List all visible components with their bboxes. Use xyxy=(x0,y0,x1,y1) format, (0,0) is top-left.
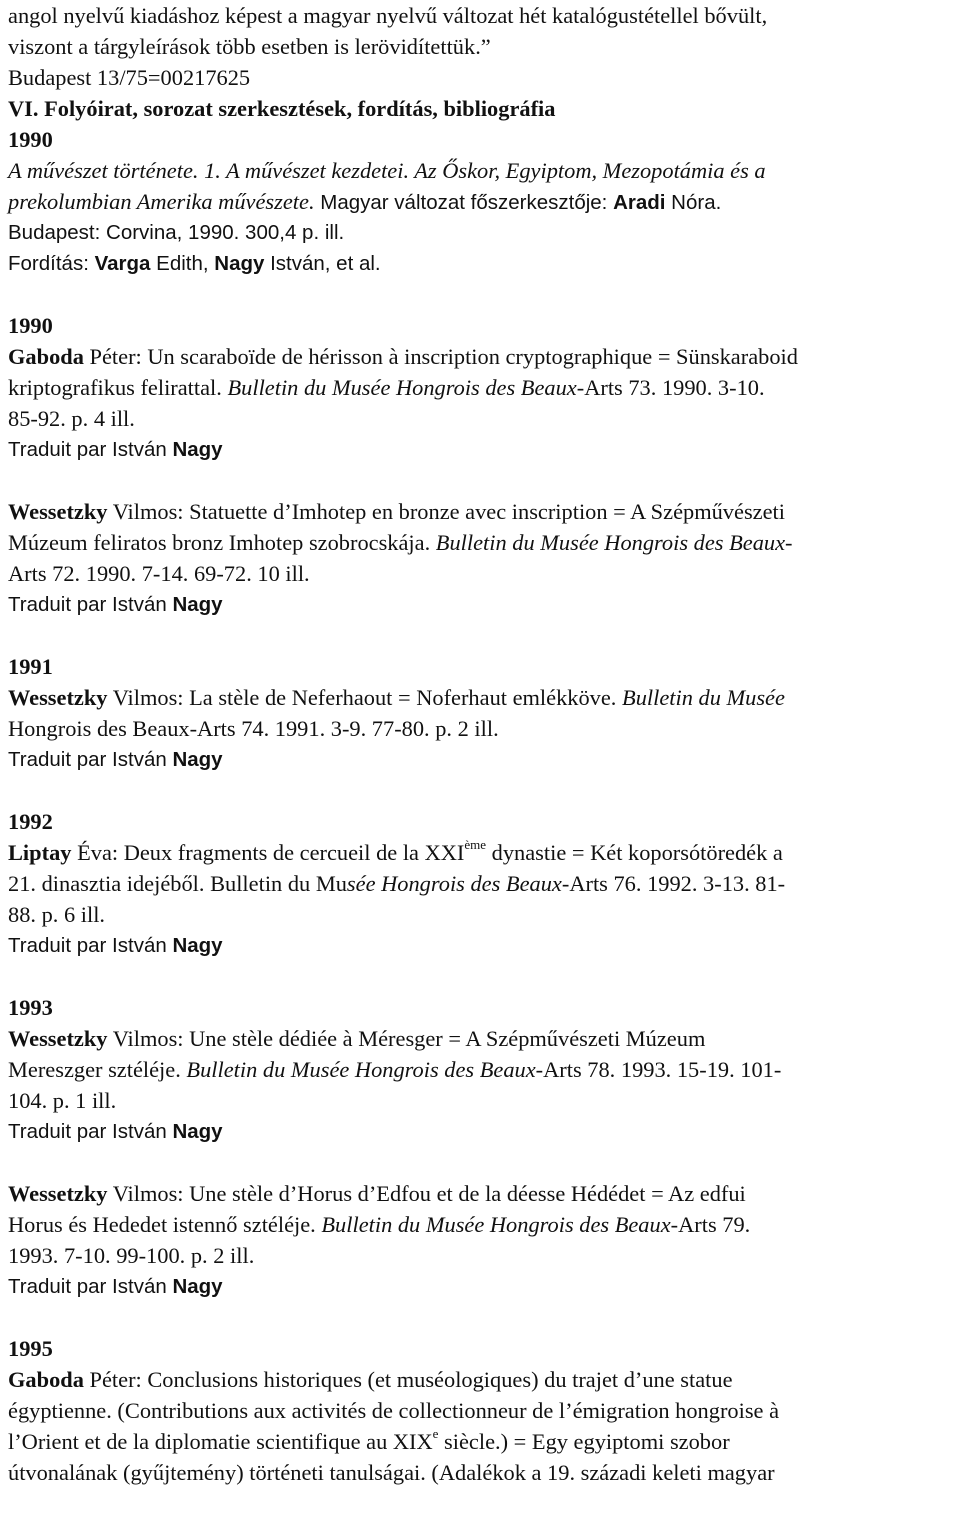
translator-surname: Varga xyxy=(94,252,151,275)
entry-line: 88. p. 6 ill. xyxy=(8,902,106,927)
entry-line xyxy=(8,682,956,713)
year-heading: 1995 xyxy=(8,1336,53,1361)
entry-line xyxy=(8,186,956,217)
entry-line xyxy=(8,527,956,558)
translation-label: Traduit par István xyxy=(8,934,173,957)
translation-label: Fordítás: xyxy=(8,252,95,275)
translation-credit xyxy=(8,1116,956,1147)
superscript: e xyxy=(432,1425,439,1441)
editor-firstname: Nóra. xyxy=(665,191,722,214)
entry-text: Vilmos: Une stèle dédiée à Méresger = A Szépművészeti Múzeum xyxy=(107,1026,706,1051)
entry-text: -Arts 78. 1993. 15-19. 101- xyxy=(535,1057,782,1082)
call-number: Budapest 13/75=00217625 xyxy=(8,65,251,90)
superscript: ème xyxy=(464,836,487,852)
entry-text: - xyxy=(785,530,793,555)
translation-label: Traduit par István xyxy=(8,1275,173,1298)
entry-text: dynastie = Két koporsótöredék a xyxy=(486,840,783,865)
entry-text: kriptografikus felirattal. xyxy=(8,375,228,400)
entry-line: Hongrois des Beaux-Arts 74. 1991. 3-9. 77-80. p. 2 ill. xyxy=(8,716,499,741)
year-heading: 1990 xyxy=(8,127,53,152)
translation-credit xyxy=(8,1271,956,1302)
author-surname: Wessetzky xyxy=(8,499,108,524)
entry-line xyxy=(8,1054,956,1085)
author-surname: Wessetzky xyxy=(8,1181,108,1206)
entry-text: Horus és Hededet istennő sztéléje. xyxy=(8,1212,322,1237)
entry-text: Múzeum feliratos bronz Imhotep szobrocskája. xyxy=(8,530,436,555)
spacer xyxy=(8,1302,956,1333)
translator-surname: Nagy xyxy=(172,1120,223,1143)
entry-line xyxy=(8,372,956,403)
entry-text: Vilmos: Statuette d’Imhotep en bronze avec inscription = A Szépművészeti xyxy=(107,499,785,524)
year-heading: 1990 xyxy=(8,313,53,338)
translator-surname: Nagy xyxy=(172,934,223,957)
translation-credit xyxy=(8,434,956,465)
entry-line xyxy=(8,496,956,527)
translation-credit xyxy=(8,930,956,961)
year-heading: 1992 xyxy=(8,809,53,834)
editor-surname: Aradi xyxy=(613,191,666,214)
translation-credit xyxy=(8,248,956,279)
entry-text: -Arts 73. 1990. 3-10. xyxy=(576,375,765,400)
entry-line: 85-92. p. 4 ill. xyxy=(8,406,135,431)
entry-line: Arts 72. 1990. 7-14. 69-72. 10 ill. xyxy=(8,561,310,586)
author-surname: Gaboda xyxy=(8,344,84,369)
translator-name: Edith, xyxy=(150,252,215,275)
journal-title: Bulletin du Musée Hongrois des Beaux xyxy=(186,1057,536,1082)
author-surname: Wessetzky xyxy=(8,1026,108,1051)
editor-label: Magyar változat főszerkesztője: xyxy=(314,191,614,214)
section-title: VI. Folyóirat, sorozat szerkesztések, fordítás, bibliográfia xyxy=(8,96,556,121)
entry-text: -Arts 79. xyxy=(670,1212,751,1237)
entry-line xyxy=(8,1178,956,1209)
translation-label: Traduit par István xyxy=(8,438,173,461)
translator-name: István, et al. xyxy=(264,252,381,275)
entry-title: prekolumbian Amerika művészete. xyxy=(8,189,315,214)
translation-label: Traduit par István xyxy=(8,748,173,771)
intro-line: viszont a tárgyleírások több esetben is lerövidítettük.” xyxy=(8,34,491,59)
entry-text: Mereszger sztéléje. xyxy=(8,1057,187,1082)
spacer xyxy=(8,465,956,496)
translation-credit xyxy=(8,589,956,620)
entry-line: 1993. 7-10. 99-100. p. 2 ill. xyxy=(8,1243,255,1268)
entry-line xyxy=(8,1426,956,1457)
spacer xyxy=(8,961,956,992)
translator-surname: Nagy xyxy=(214,252,265,275)
spacer xyxy=(8,1147,956,1178)
spacer xyxy=(8,279,956,310)
entry-title: A művészet története. 1. A művészet kezdetei. Az Őskor, Egyiptom, Mezopotámia és a xyxy=(8,158,766,183)
entry-text: Éva: Deux fragments de cercueil de la XXI xyxy=(71,840,465,865)
entry-line: 104. p. 1 ill. xyxy=(8,1088,117,1113)
author-surname: Wessetzky xyxy=(8,685,108,710)
year-heading: 1993 xyxy=(8,995,53,1020)
spacer xyxy=(8,620,956,651)
year-heading: 1991 xyxy=(8,654,53,679)
journal-title: Bulletin du Musée xyxy=(622,685,785,710)
entry-line xyxy=(8,1209,956,1240)
translation-label: Traduit par István xyxy=(8,593,173,616)
translation-credit xyxy=(8,744,956,775)
entry-text: l’Orient et de la diplomatie scientifique au XIX xyxy=(8,1429,433,1454)
entry-text: -Arts 76. 1992. 3-13. 81- xyxy=(561,871,786,896)
journal-title: Bulletin du Musée Hongrois des Beaux xyxy=(435,530,786,555)
entry-line xyxy=(8,837,956,868)
entry-line xyxy=(8,1364,956,1395)
translator-surname: Nagy xyxy=(172,1275,223,1298)
translation-label: Traduit par István xyxy=(8,1120,173,1143)
intro-line: angol nyelvű kiadáshoz képest a magyar nyelvű változat hét katalógustétellel bővült, xyxy=(8,3,768,28)
entry-text: Vilmos: La stèle de Neferhaout = Noferhaut emlékköve. xyxy=(107,685,623,710)
entry-line xyxy=(8,1023,956,1054)
journal-title: Bulletin du Musée Hongrois des Beaux xyxy=(321,1212,671,1237)
publication-info: Budapest: Corvina, 1990. 300,4 p. ill. xyxy=(8,221,345,244)
entry-line xyxy=(8,341,956,372)
entry-text: Vilmos: Une stèle d’Horus d’Edfou et de la déesse Hédédet = Az edfui xyxy=(107,1181,746,1206)
entry-text: 21. dinasztia idejéből. Bulletin du Mu xyxy=(8,871,347,896)
entry-text: Péter: Conclusions historiques (et muséologiques) du trajet d’une statue xyxy=(83,1367,733,1392)
author-surname: Gaboda xyxy=(8,1367,84,1392)
translator-surname: Nagy xyxy=(172,593,223,616)
document-page xyxy=(8,0,956,1488)
translator-surname: Nagy xyxy=(172,748,223,771)
spacer xyxy=(8,775,956,806)
translator-surname: Nagy xyxy=(172,438,223,461)
entry-text: siècle.) = Egy egyiptomi szobor xyxy=(438,1429,730,1454)
journal-title: sée Hongrois des Beaux xyxy=(346,871,562,896)
journal-title: Bulletin du Musée Hongrois des Beaux xyxy=(227,375,577,400)
entry-text: Péter: Un scaraboïde de hérisson à inscription cryptographique = Sünskaraboid xyxy=(83,344,798,369)
author-surname: Liptay xyxy=(8,840,72,865)
entry-line: égyptienne. (Contributions aux activités de collectionneur de l’émigration hongroise à xyxy=(8,1398,780,1423)
entry-line: útvonalának (gyűjtemény) történeti tanulságai. (Adalékok a 19. századi keleti magyar xyxy=(8,1460,775,1485)
entry-line xyxy=(8,868,956,899)
